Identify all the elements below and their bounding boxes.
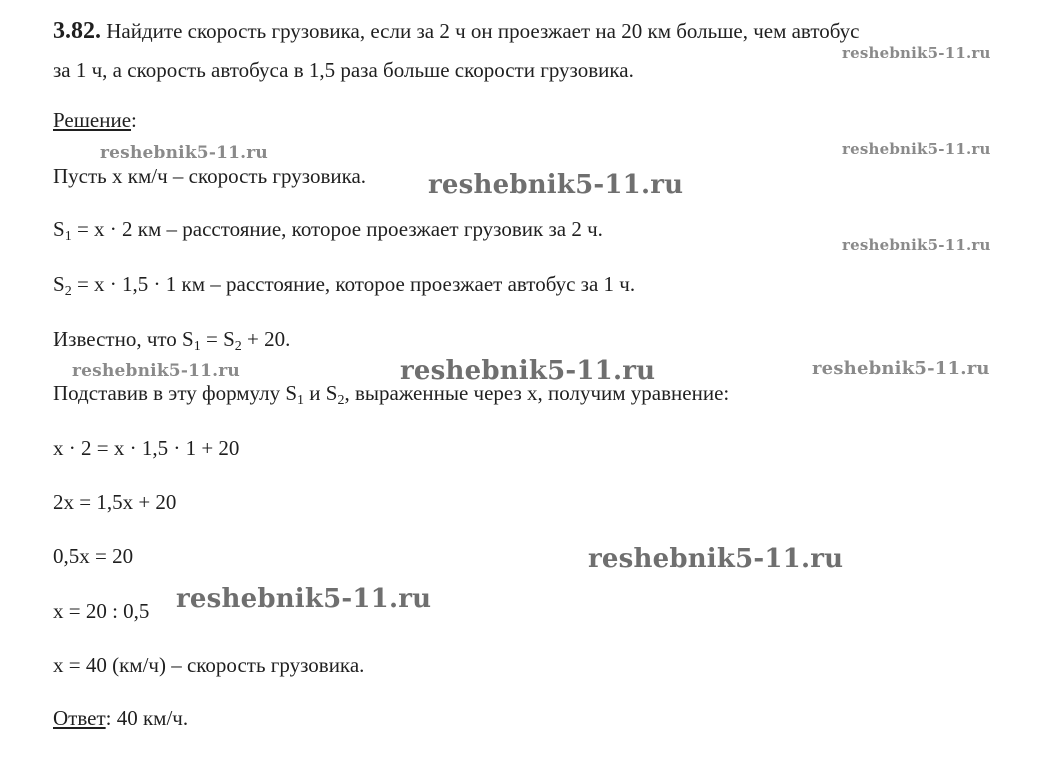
s2-symbol: S <box>53 272 65 296</box>
s1-text: = x · 2 км – расстояние, которое проезжает грузовик за 2 ч. <box>71 217 603 241</box>
s1-symbol: S <box>53 217 65 241</box>
known-post: + 20. <box>241 327 291 351</box>
known-sub-2: 2 <box>234 339 242 354</box>
solution-s1 <box>53 217 603 245</box>
watermark: reshebnik5-11.ru <box>428 170 684 200</box>
subst-mid: и S <box>304 381 338 405</box>
known-sub-1: 1 <box>193 339 201 354</box>
solution-s2 <box>53 272 635 300</box>
equation-1: x · 2 = x · 1,5 · 1 + 20 <box>53 436 240 460</box>
s2-text: = x · 1,5 · 1 км – расстояние, которое проезжает автобус за 1 ч. <box>71 272 636 296</box>
watermark: reshebnik5-11.ru <box>100 143 268 163</box>
watermark: reshebnik5-11.ru <box>400 356 656 386</box>
answer <box>53 706 188 731</box>
equation-4: x = 20 : 0,5 <box>53 599 150 623</box>
problem-line-2: за 1 ч, а скорость автобуса в 1,5 раза больше скорости грузовика. <box>53 58 634 82</box>
watermark: reshebnik5-11.ru <box>176 584 432 614</box>
watermark: reshebnik5-11.ru <box>842 140 991 158</box>
subst-sub-1: 1 <box>297 393 305 408</box>
answer-text: : 40 км/ч. <box>105 706 189 730</box>
solution-heading-label: Решение <box>53 108 132 132</box>
problem-text-1: Найдите скорость грузовика, если за 2 ч он проезжает на 20 км больше, чем автобус <box>106 19 860 43</box>
s1-subscript: 1 <box>64 229 72 244</box>
subst-post: , выраженные через x, получим уравнение: <box>344 381 730 405</box>
known-mid: = S <box>200 327 235 351</box>
solution-heading-colon: : <box>131 108 137 132</box>
solution-let: Пусть x км/ч – скорость грузовика. <box>53 164 367 188</box>
known-pre: Известно, что S <box>53 327 194 351</box>
answer-label: Ответ <box>53 706 106 730</box>
solution-known <box>53 327 290 355</box>
equation-5: x = 40 (км/ч) – скорость грузовика. <box>53 653 365 677</box>
watermark: reshebnik5-11.ru <box>842 236 991 254</box>
watermark: reshebnik5-11.ru <box>72 361 240 381</box>
s2-subscript: 2 <box>64 284 72 299</box>
watermark: reshebnik5-11.ru <box>842 44 991 62</box>
watermark: reshebnik5-11.ru <box>588 544 844 574</box>
equation-3: 0,5x = 20 <box>53 544 134 568</box>
subst-pre: Подставив в эту формулу S <box>53 381 298 405</box>
equation-2: 2x = 1,5x + 20 <box>53 490 177 514</box>
subst-sub-2: 2 <box>337 393 345 408</box>
watermark: reshebnik5-11.ru <box>812 358 990 379</box>
problem-number: 3.82. <box>53 18 101 44</box>
solution-heading <box>53 108 137 133</box>
problem-line-1 <box>53 18 859 45</box>
